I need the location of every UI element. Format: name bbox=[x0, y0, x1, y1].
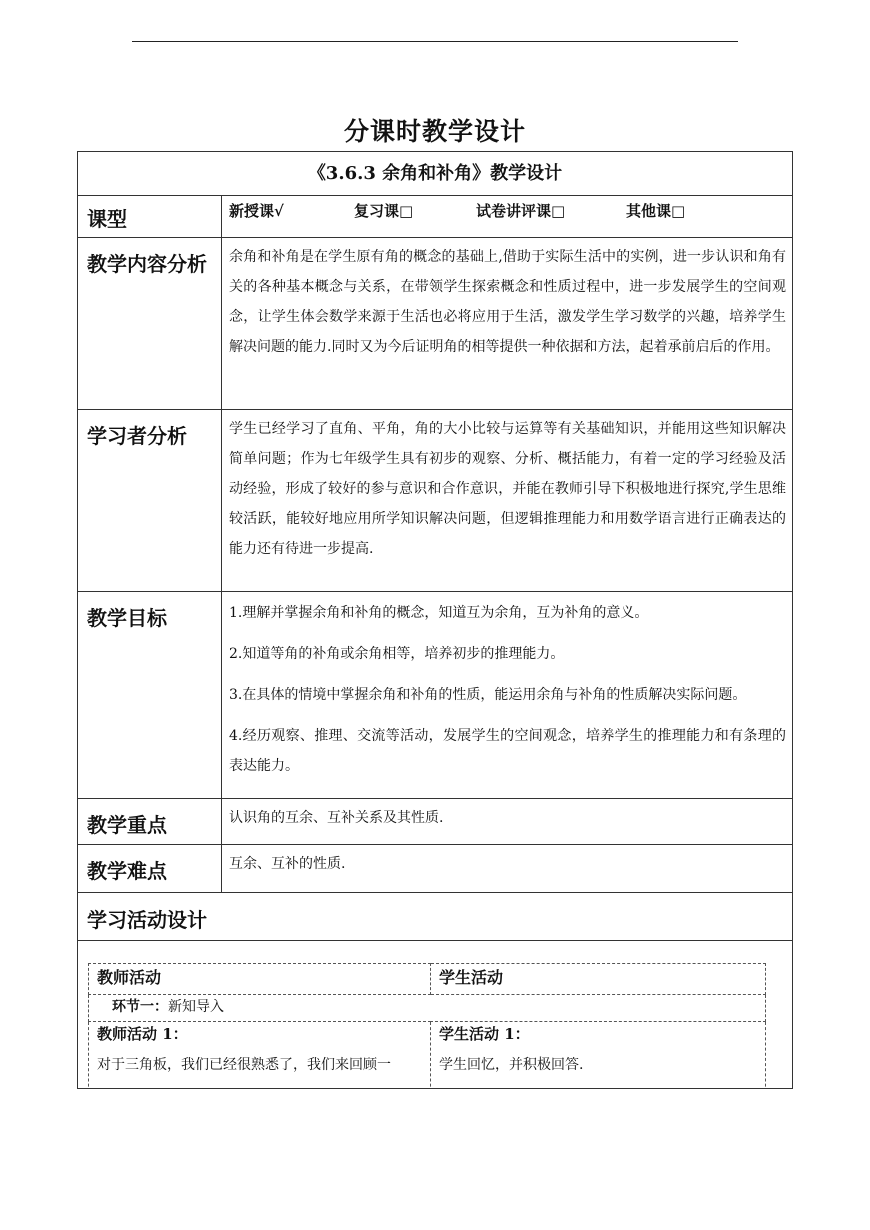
content-analysis-label: 教学内容分析 bbox=[78, 238, 222, 410]
goals-label: 教学目标 bbox=[78, 592, 222, 799]
segment-row bbox=[89, 995, 766, 1022]
activity-table bbox=[88, 963, 766, 1089]
difficulty-text: 互余、互补的性质. bbox=[222, 845, 793, 893]
key-point-text: 认识角的互余、互补关系及其性质. bbox=[222, 799, 793, 845]
goal-item: 1.理解并掌握余角和补角的概念，知道互为余角，互为补角的意义。 bbox=[229, 605, 649, 621]
teacher-activity-label: 教师活动 1： bbox=[97, 1025, 188, 1043]
activity-table-container bbox=[78, 941, 793, 1089]
course-type-option: 复习课□ bbox=[354, 202, 414, 220]
difficulty-label: 教学难点 bbox=[78, 845, 222, 893]
course-type-option: 其他课□ bbox=[626, 202, 686, 220]
segment-label: 环节一： bbox=[112, 999, 168, 1015]
course-type-options bbox=[222, 196, 793, 238]
goal-item: 3.在具体的情境中掌握余角和补角的性质，能运用余角与补角的性质解决实际问题。 bbox=[229, 687, 747, 703]
course-type-option: 新授课√ bbox=[229, 202, 284, 220]
course-type-label: 课型 bbox=[78, 196, 222, 238]
teacher-activity-header: 教师活动 bbox=[89, 964, 431, 995]
learner-analysis-text: 学生已经学习了直角、平角，角的大小比较与运算等有关基础知识，并能用这些知识解决简单问题；作为七年级学生具有初步的观察、分析、概括能力，有着一定的学习经验及活动经验，形成了较好的参与意识和合作意识，并能在教师引导下积极地进行探究,学生思维较活跃，能较好地应用所学知识解决问题，但逻辑推理能力和用数学语言进行正确表达的能力还有待进一步提高. bbox=[222, 410, 793, 592]
student-activity-header: 学生活动 bbox=[431, 964, 766, 995]
goal-item: 2.知道等角的补角或余角相等，培养初步的推理能力。 bbox=[229, 646, 565, 662]
content-analysis-text: 余角和补角是在学生原有角的概念的基础上,借助于实际生活中的实例，进一步认识和角有关的各种基本概念与关系，在带领学生探索概念和性质过程中，进一步发展学生的空间观念，让学生体会数学来源于生活也必将应用于生活，激发学生学习数学的兴趣，培养学生解决问题的能力.同时又为今后证明角的相等提供一种依据和方法，起着承前启后的作用。 bbox=[222, 238, 793, 410]
segment-name: 新知导入 bbox=[168, 999, 224, 1015]
key-point-label: 教学重点 bbox=[78, 799, 222, 845]
student-activity-label: 学生活动 1： bbox=[439, 1025, 530, 1043]
document-title: 分课时教学设计 bbox=[343, 117, 526, 146]
learner-analysis-label: 学习者分析 bbox=[78, 410, 222, 592]
teacher-activity-text: 对于三角板，我们已经很熟悉了，我们来回顾一 bbox=[97, 1057, 391, 1073]
course-type-option: 试卷讲评课□ bbox=[476, 202, 566, 220]
lesson-subtitle: 《3.6.3 余角和补角》教学设计 bbox=[78, 152, 793, 196]
header-rule bbox=[132, 41, 738, 42]
student-activity-cell bbox=[431, 1022, 766, 1089]
goal-item: 4.经历观察、推理、交流等活动，发展学生的空间观念，培养学生的推理能力和有条理的表达能力。 bbox=[229, 728, 786, 774]
activity-design-title: 学习活动设计 bbox=[78, 893, 793, 941]
lesson-plan-table bbox=[77, 151, 793, 1089]
teacher-activity-cell bbox=[89, 1022, 431, 1089]
goals-list bbox=[222, 592, 793, 799]
student-activity-text: 学生回忆，并积极回答. bbox=[439, 1057, 584, 1073]
